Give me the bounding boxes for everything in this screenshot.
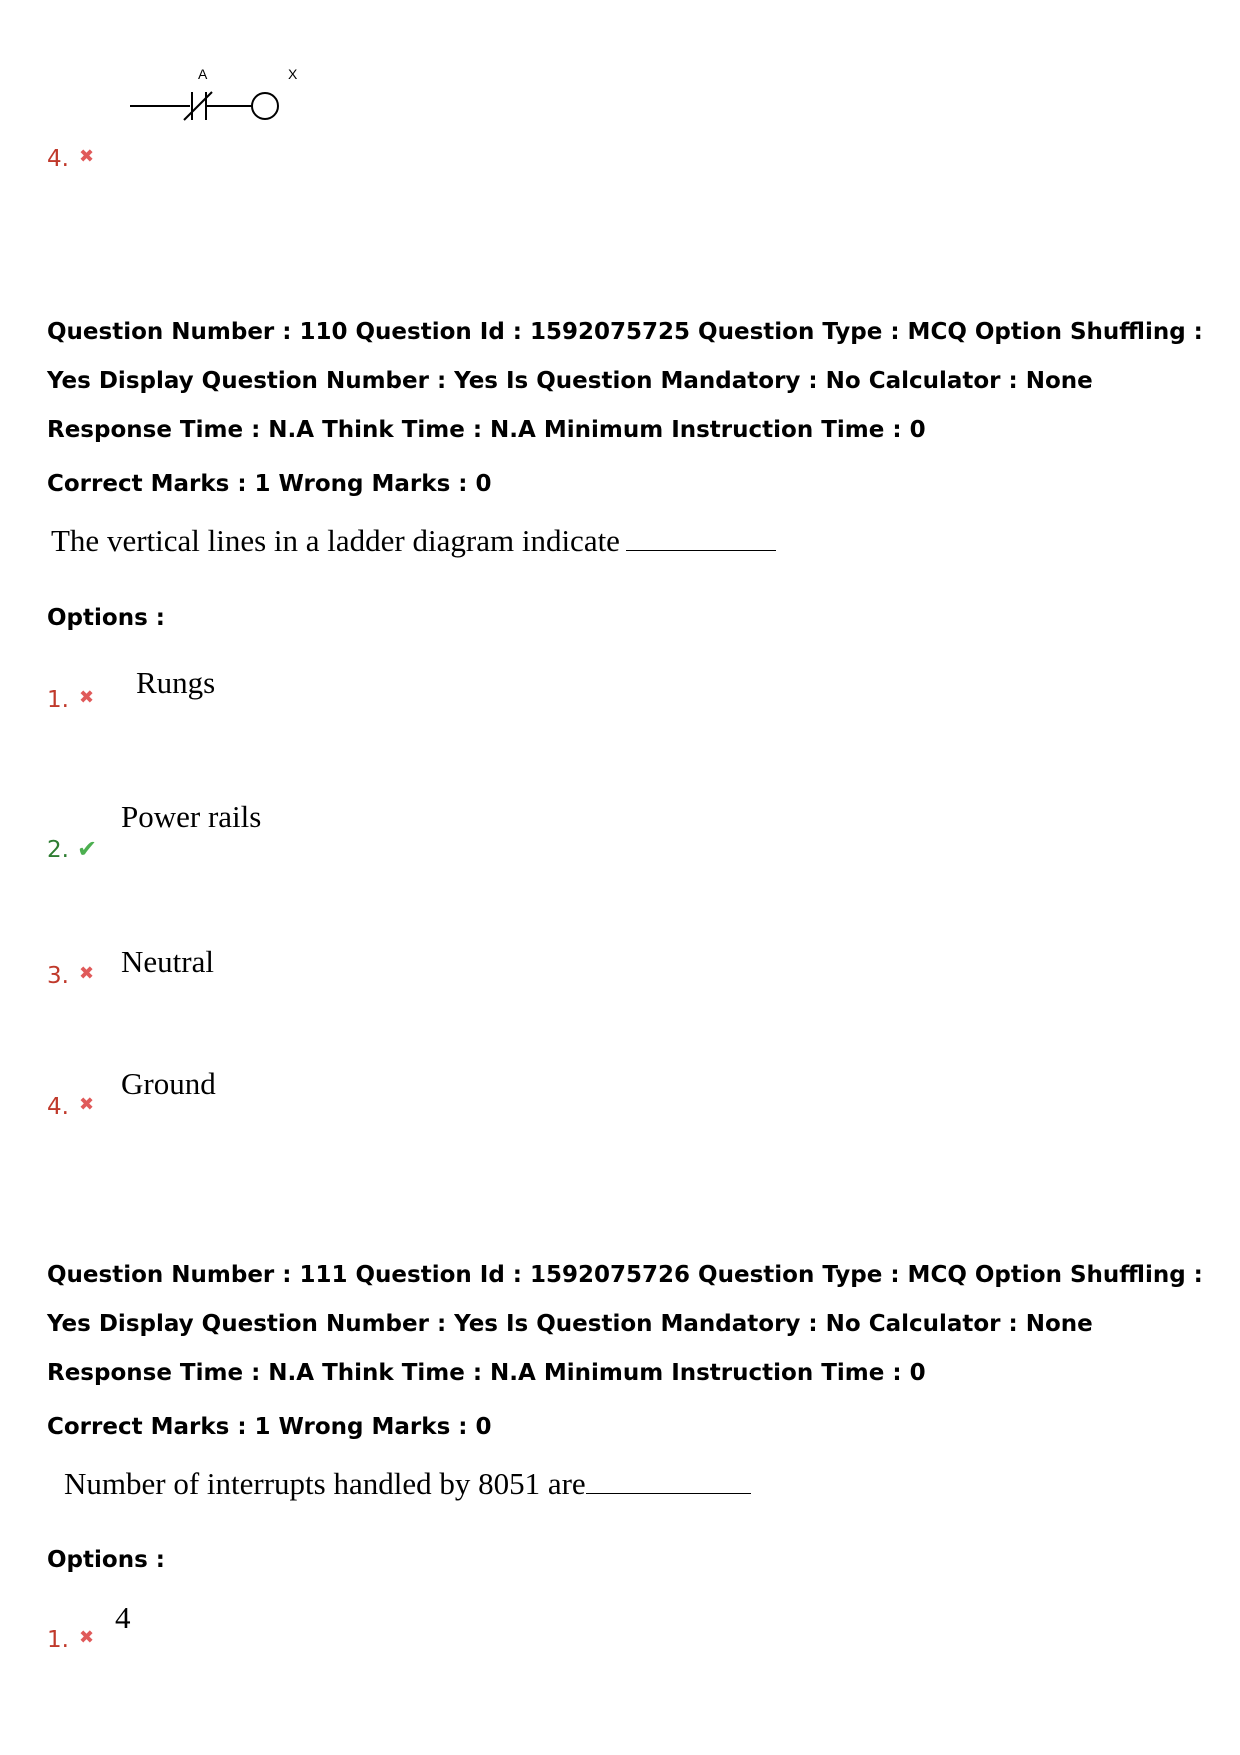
question-text: The vertical lines in a ladder diagram indicate <box>51 523 620 558</box>
option-1-text: Rungs <box>136 665 216 700</box>
question-110-options-label: Options : <box>47 605 165 631</box>
option-1-text: 4 <box>115 1600 131 1635</box>
option-2-text: Power rails <box>121 799 262 834</box>
question-110-text <box>51 523 776 559</box>
option-1 <box>47 1627 94 1653</box>
option-1 <box>47 687 94 713</box>
question-110-meta: Question Number : 110 Question Id : 1592075725 Question Type : MCQ Option Shuffling : Yes Display Question Number : Yes Is Question Mandatory : No Calculator : None Response Time : N.A Think Time : N.A Minimum Instruction Time : 0 <box>47 319 1203 443</box>
ladder-contact-diagram <box>120 62 320 132</box>
option-number: 1. <box>47 1627 69 1653</box>
answer-blank <box>586 1467 751 1494</box>
question-111-marks: Correct Marks : 1 Wrong Marks : 0 <box>47 1414 492 1440</box>
option-4-text: Ground <box>121 1066 216 1101</box>
option-number: 2. <box>47 837 69 863</box>
option-3 <box>47 963 94 989</box>
option-number: 3. <box>47 963 69 989</box>
question-111-meta: Question Number : 111 Question Id : 1592075726 Question Type : MCQ Option Shuffling : Yes Display Question Number : Yes Is Question Mandatory : No Calculator : None Response Time : N.A Think Time : N.A Minimum Instruction Time : 0 <box>47 1262 1203 1386</box>
option-3-text: Neutral <box>121 944 214 979</box>
question-text: Number of interrupts handled by 8051 are <box>64 1466 586 1501</box>
question-111-text <box>64 1466 751 1502</box>
option-2 <box>47 835 97 863</box>
question-111-options-label: Options : <box>47 1547 165 1573</box>
wrong-mark-icon: ✖ <box>78 963 95 984</box>
option-number: 4. <box>47 146 69 172</box>
prev-option-4 <box>47 146 94 172</box>
wrong-mark-icon: ✖ <box>78 146 95 167</box>
option-number: 1. <box>47 687 69 713</box>
question-110-marks: Correct Marks : 1 Wrong Marks : 0 <box>47 471 492 497</box>
option-number: 4. <box>47 1094 69 1120</box>
answer-blank <box>626 524 776 551</box>
option-4 <box>47 1094 94 1120</box>
diagram-label-a: A <box>198 66 208 82</box>
wrong-mark-icon: ✖ <box>78 687 95 708</box>
wrong-mark-icon: ✖ <box>78 1094 95 1115</box>
wrong-mark-icon: ✖ <box>78 1627 95 1648</box>
correct-check-icon: ✔ <box>76 835 98 863</box>
diagram-label-x: X <box>288 66 298 82</box>
